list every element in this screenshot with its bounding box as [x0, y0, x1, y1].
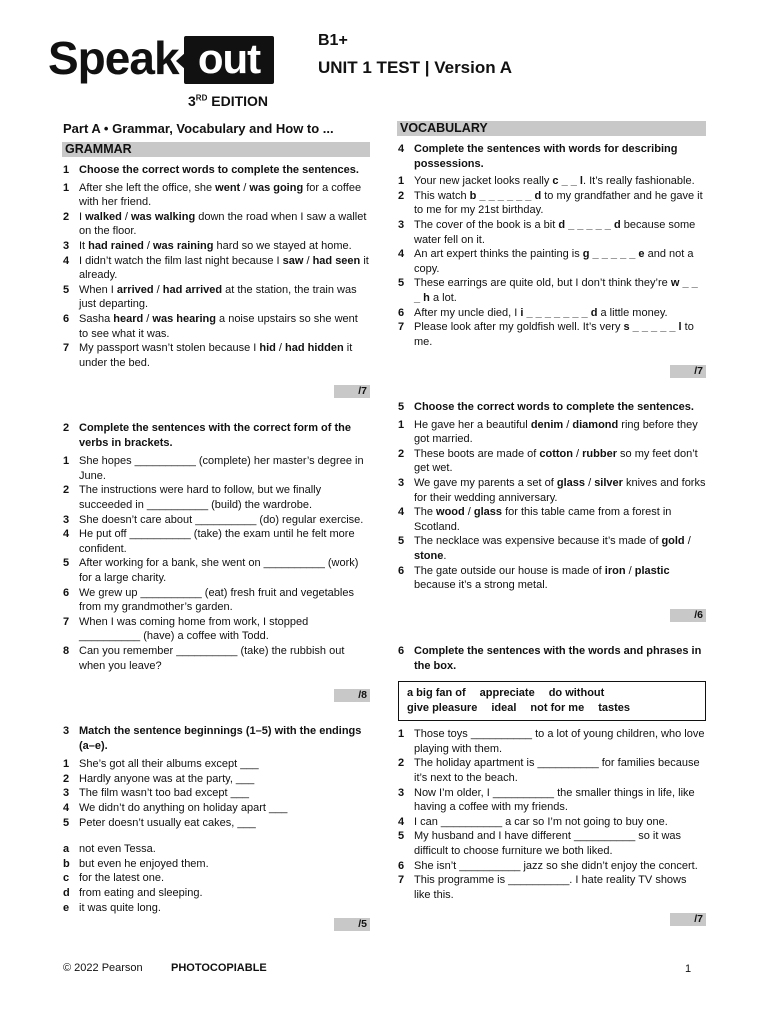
- item-number: 4: [398, 815, 405, 828]
- item-text: at the station, the train was just departing.: [79, 283, 357, 311]
- item-number: 3: [63, 787, 70, 800]
- answer-option: plastic: [634, 564, 670, 577]
- item-number: 4: [63, 254, 70, 267]
- item-text: /: [240, 181, 250, 194]
- item-text: /: [625, 564, 635, 577]
- answer-option: w _ _ _ h: [414, 277, 698, 304]
- ending-item: [63, 871, 369, 886]
- answer-option: went: [215, 181, 241, 194]
- question-item: [63, 483, 369, 512]
- item-text: After my uncle died, I: [414, 306, 521, 319]
- question-heading-text: Choose the correct words to complete the sentences.: [79, 164, 359, 176]
- question-number: 1: [63, 164, 70, 176]
- question-heading-text: Complete the sentences with the words and phrases in the box.: [414, 645, 702, 672]
- item-number: 5: [63, 283, 70, 296]
- question-item: [398, 756, 706, 785]
- item-text: Now I’m older, I __________ the smaller things in life, like having a coffee with my friends.: [414, 786, 695, 814]
- item-text: My passport wasn’t stolen because I: [79, 342, 260, 355]
- question-item: [398, 447, 706, 476]
- question-heading-text: Complete the sentences with the correct form of the verbs in brackets.: [79, 422, 351, 449]
- item-text: to me.: [414, 321, 694, 348]
- question-heading: [398, 400, 706, 415]
- item-text: /: [121, 210, 131, 223]
- item-text: After working for a bank, she went on __________ (work) for a large charity.: [79, 557, 359, 584]
- answer-option: denim: [530, 418, 564, 431]
- answer-option: s _ _ _ _ _ l: [623, 321, 682, 334]
- item-text: Peter doesn’t usually eat cakes, ___: [79, 816, 256, 829]
- item-text: to my grandfather and he gave it to me for my 21st birthday.: [414, 189, 703, 217]
- word-box-phrase: do without: [548, 687, 605, 700]
- item-number: 6: [398, 564, 405, 577]
- answer-option: diamond: [572, 418, 619, 431]
- item-text: a noise upstairs so she went to see what it was.: [79, 312, 358, 340]
- question-item: [398, 174, 706, 189]
- item-text: This watch: [414, 189, 470, 202]
- answer-option: gold: [661, 535, 685, 548]
- item-number: e: [63, 901, 70, 914]
- answer-option: cotton: [539, 447, 573, 460]
- answer-option: wood: [436, 506, 465, 519]
- question-item: [63, 556, 369, 585]
- item-text: a little money.: [597, 306, 668, 319]
- item-text: because it’s a strong metal.: [414, 579, 548, 592]
- item-text: /: [585, 476, 595, 489]
- answer-option: saw: [282, 254, 304, 267]
- item-text: Your new jacket looks really: [414, 175, 553, 188]
- question-item: [63, 283, 369, 312]
- item-number: d: [63, 886, 70, 899]
- word-box-phrase: ideal: [491, 702, 517, 715]
- item-text: /: [684, 535, 691, 548]
- item-text: for a coffee with her friend.: [79, 181, 362, 209]
- item-text: I: [79, 210, 86, 223]
- item-number: 1: [398, 728, 405, 741]
- question-number: 2: [63, 422, 70, 434]
- question-heading-text: Complete the sentences with words for describing possessions.: [414, 143, 678, 170]
- question-heading: [398, 644, 706, 673]
- question-item: [398, 534, 706, 563]
- item-text: for this table came from a forest in Scotland.: [414, 506, 672, 533]
- item-text: These earrings are quite old, but I don’t think they’re: [414, 277, 671, 290]
- answer-option: was raining: [152, 239, 214, 252]
- item-number: 4: [398, 248, 405, 261]
- item-text: . It’s really fashionable.: [582, 175, 695, 188]
- unit-title: UNIT 1 TEST | Version A: [318, 58, 512, 77]
- item-text: He gave her a beautiful: [414, 418, 531, 431]
- question-number: 4: [398, 143, 405, 155]
- question-number: 6: [398, 645, 405, 657]
- answer-option: g _ _ _ _ _ e: [582, 248, 645, 261]
- question-item: [398, 476, 706, 505]
- question-item: [398, 829, 706, 858]
- item-text: These boots are made of: [414, 447, 540, 460]
- item-text: She doesn’t care about __________ (do) regular exercise.: [79, 513, 364, 526]
- item-number: 2: [398, 757, 405, 770]
- item-number: 2: [63, 772, 70, 785]
- page-number: 1: [685, 963, 692, 975]
- item-text: This programme is __________. I hate reality TV shows like this.: [414, 874, 687, 901]
- word-box-phrase: tastes: [598, 702, 630, 715]
- item-number: c: [63, 872, 70, 885]
- item-text: She hopes __________ (complete) her master’s degree in June.: [79, 455, 364, 482]
- item-text: The film wasn’t too bad except ___: [79, 787, 249, 800]
- item-number: 5: [63, 816, 70, 829]
- item-text: He put off __________ (take) the exam until he felt more confident.: [79, 528, 355, 555]
- item-number: 3: [63, 239, 70, 252]
- item-text: The: [414, 506, 437, 519]
- logo-out: out: [184, 36, 274, 84]
- question-item: [398, 564, 706, 593]
- item-number: 5: [63, 557, 70, 570]
- item-text: After she left the office, she: [79, 181, 216, 194]
- item-text: for the latest one.: [79, 872, 164, 885]
- item-text: /: [275, 342, 286, 355]
- item-text: When I: [79, 283, 117, 296]
- item-number: 3: [398, 476, 405, 489]
- part-title: Part A • Grammar, Vocabulary and How to ...: [63, 121, 334, 136]
- ending-item: [63, 857, 369, 872]
- item-text: not even Tessa.: [79, 843, 156, 856]
- question-item: [63, 644, 369, 673]
- question-heading: [63, 421, 369, 450]
- question-item: [398, 418, 706, 447]
- item-number: 3: [63, 513, 70, 526]
- item-text: We gave my parents a set of: [414, 476, 557, 489]
- question-heading: [398, 142, 706, 171]
- question-item: [63, 239, 369, 254]
- item-text: It: [79, 239, 89, 252]
- answer-option: silver: [594, 476, 623, 489]
- question-heading: [63, 724, 369, 753]
- item-text: The instructions were hard to follow, but we finally succeeded in __________ (build) the wardrobe.: [79, 484, 322, 511]
- question-item: [63, 513, 369, 528]
- item-number: 4: [63, 528, 70, 541]
- item-text: /: [153, 283, 163, 296]
- item-number: 6: [398, 859, 405, 872]
- item-text: We didn’t do anything on holiday apart ___: [79, 801, 288, 814]
- score-box-q5: /6: [670, 609, 706, 622]
- question-4: [398, 142, 706, 349]
- question-heading: [63, 163, 369, 178]
- item-text: An art expert thinks the painting is: [414, 248, 583, 261]
- item-number: 4: [398, 506, 405, 519]
- item-number: 6: [63, 312, 70, 325]
- answer-option: walked: [85, 210, 122, 223]
- answer-option: c _ _ l: [552, 175, 583, 188]
- item-text: She isn’t __________ jazz so she didn’t enjoy the concert.: [414, 859, 698, 872]
- item-text: down the road when I saw a wallet on the floor.: [79, 210, 367, 238]
- item-number: 2: [398, 447, 405, 460]
- question-heading-text: Choose the correct words to complete the sentences.: [414, 401, 694, 413]
- answer-option: glass: [473, 506, 503, 519]
- answer-option: had seen: [312, 254, 361, 267]
- word-box-row: [407, 686, 697, 701]
- item-text: The cover of the book is a bit: [414, 218, 559, 231]
- answer-option: stone: [414, 549, 444, 562]
- question-item: [398, 218, 706, 247]
- question-item: [63, 341, 369, 370]
- item-number: 1: [63, 455, 70, 468]
- item-text: My husband and I have different __________ so it was difficult to choose furniture we both liked.: [414, 830, 682, 857]
- question-item: [398, 306, 706, 321]
- question-item: [63, 254, 369, 283]
- item-text: We grew up __________ (eat) fresh fruit and vegetables from my grandmother’s garden.: [79, 586, 354, 614]
- item-number: 3: [398, 786, 405, 799]
- level: B1+: [318, 32, 348, 49]
- item-text: I can __________ a car so I’m not going to buy one.: [414, 815, 668, 828]
- word-box-phrase: give pleasure: [407, 702, 478, 715]
- item-text: /: [303, 254, 313, 267]
- item-text: .: [443, 549, 447, 562]
- item-text: Please look after my goldfish well. It’s very: [414, 321, 624, 334]
- item-text: it was quite long.: [79, 901, 161, 914]
- score-box-q2: /8: [334, 689, 370, 702]
- item-number: 7: [63, 615, 70, 628]
- item-number: 8: [63, 644, 70, 657]
- question-item: [398, 276, 706, 305]
- answer-option: heard: [113, 312, 144, 325]
- answer-option: had hidden: [285, 342, 344, 355]
- item-text: it already.: [79, 254, 369, 282]
- question-6: [398, 644, 706, 902]
- item-text: and not a copy.: [414, 248, 694, 275]
- item-number: 7: [63, 342, 70, 355]
- answer-option: had arrived: [162, 283, 223, 296]
- edition-number: 3: [188, 93, 196, 109]
- ending-item: [63, 842, 369, 857]
- question-item: [398, 727, 706, 756]
- item-number: 1: [398, 418, 405, 431]
- question-item: [63, 801, 369, 816]
- question-item: [398, 786, 706, 815]
- question-number: 3: [63, 725, 70, 737]
- question-2: [63, 421, 369, 673]
- item-text: from eating and sleeping.: [79, 886, 203, 899]
- item-text: The holiday apartment is __________ for families because it’s next to the beach.: [414, 757, 700, 784]
- edition-word: EDITION: [207, 93, 269, 109]
- item-number: 2: [63, 210, 70, 223]
- word-box-phrase: not for me: [530, 702, 585, 715]
- item-text: /: [563, 418, 573, 431]
- item-text: /: [572, 447, 583, 460]
- item-number: 7: [398, 874, 405, 887]
- question-item: [63, 312, 369, 341]
- item-number: 5: [398, 535, 405, 548]
- item-number: 3: [398, 218, 405, 231]
- logo-speak: Speak: [48, 32, 179, 84]
- question-item: [398, 859, 706, 874]
- question-item: [63, 181, 369, 210]
- question-item: [398, 873, 706, 902]
- item-number: 1: [398, 175, 405, 188]
- item-text: knives and forks for their wedding anniversary.: [414, 476, 706, 504]
- edition-sup: RD: [195, 93, 208, 103]
- question-item: [63, 786, 369, 801]
- item-number: 1: [63, 758, 70, 771]
- question-item: [398, 320, 706, 349]
- item-number: b: [63, 857, 70, 870]
- item-number: 6: [63, 586, 70, 599]
- answer-option: d _ _ _ _ _ d: [558, 218, 621, 231]
- item-text: I didn’t watch the film last night because I: [79, 254, 283, 267]
- item-text: /: [143, 239, 153, 252]
- vocabulary-section-bar: VOCABULARY: [397, 121, 706, 136]
- item-text: hard so we stayed at home.: [213, 239, 352, 252]
- grammar-section-bar: GRAMMAR: [62, 142, 370, 157]
- item-text: She’s got all their albums except ___: [79, 758, 259, 771]
- question-item: [63, 816, 369, 831]
- item-text: The necklace was expensive because it’s made of: [414, 535, 662, 548]
- item-text: because some water fell on it.: [414, 218, 696, 246]
- question-item: [398, 815, 706, 830]
- question-item: [398, 247, 706, 276]
- item-text: Can you remember __________ (take) the rubbish out when you leave?: [79, 644, 345, 672]
- question-item: [63, 586, 369, 615]
- question-item: [63, 210, 369, 239]
- question-item: [398, 505, 706, 534]
- copyright: © 2022 Pearson: [63, 962, 143, 974]
- answer-option: rubber: [582, 447, 617, 460]
- answer-option: iron: [604, 564, 626, 577]
- question-5: [398, 400, 706, 593]
- answer-option: was walking: [130, 210, 196, 223]
- item-number: 2: [398, 189, 405, 202]
- answer-option: had rained: [88, 239, 144, 252]
- word-box-phrase: appreciate: [479, 687, 535, 700]
- item-text: Those toys __________ to a lot of young children, who love playing with them.: [414, 728, 705, 755]
- item-number: 1: [63, 181, 70, 194]
- item-text: but even he enjoyed them.: [79, 857, 209, 870]
- item-number: a: [63, 843, 70, 856]
- ending-item: [63, 886, 369, 901]
- item-number: 2: [63, 484, 70, 497]
- item-text: ring before they got married.: [414, 418, 698, 446]
- item-number: 5: [398, 277, 405, 290]
- question-heading-text: Match the sentence beginnings (1–5) with the endings (a–e).: [79, 725, 362, 752]
- score-box-q4: /7: [670, 365, 706, 378]
- item-text: The gate outside our house is made of: [414, 564, 605, 577]
- item-number: 6: [398, 306, 405, 319]
- item-text: Hardly anyone was at the party, ___: [79, 772, 255, 785]
- word-box-row: [407, 701, 697, 716]
- item-number: 4: [63, 801, 70, 814]
- answer-option: hid: [259, 342, 276, 355]
- answer-option: i _ _ _ _ _ _ _ d: [520, 306, 598, 319]
- question-item: [398, 189, 706, 218]
- item-text: /: [464, 506, 474, 519]
- item-number: 7: [398, 321, 405, 334]
- item-text: When I was coming home from work, I stopped __________ (have) a coffee with Todd.: [79, 615, 309, 643]
- answer-option: was hearing: [152, 312, 216, 325]
- item-text: Sasha: [79, 312, 114, 325]
- ending-item: [63, 901, 369, 916]
- item-text: it under the bed.: [79, 342, 353, 369]
- answer-option: was going: [249, 181, 304, 194]
- word-box: [398, 681, 706, 721]
- item-text: so my feet don’t get wet.: [414, 447, 698, 475]
- photocopiable-label: PHOTOCOPIABLE: [171, 962, 267, 974]
- item-number: 5: [398, 830, 405, 843]
- question-item: [63, 527, 369, 556]
- question-item: [63, 757, 369, 772]
- question-3: [63, 724, 369, 915]
- question-number: 5: [398, 401, 405, 413]
- item-text: a lot.: [429, 291, 457, 304]
- answer-option: glass: [556, 476, 586, 489]
- score-box-q3: /5: [334, 918, 370, 931]
- item-text: /: [143, 312, 153, 325]
- question-item: [63, 772, 369, 787]
- word-box-phrase: a big fan of: [407, 687, 466, 700]
- answer-option: arrived: [116, 283, 154, 296]
- score-box-q1: /7: [334, 385, 370, 398]
- score-box-q6: /7: [670, 913, 706, 926]
- question-1: [63, 163, 369, 370]
- question-item: [63, 615, 369, 644]
- question-item: [63, 454, 369, 483]
- edition: [188, 93, 268, 109]
- answer-option: b _ _ _ _ _ _ d: [469, 189, 542, 202]
